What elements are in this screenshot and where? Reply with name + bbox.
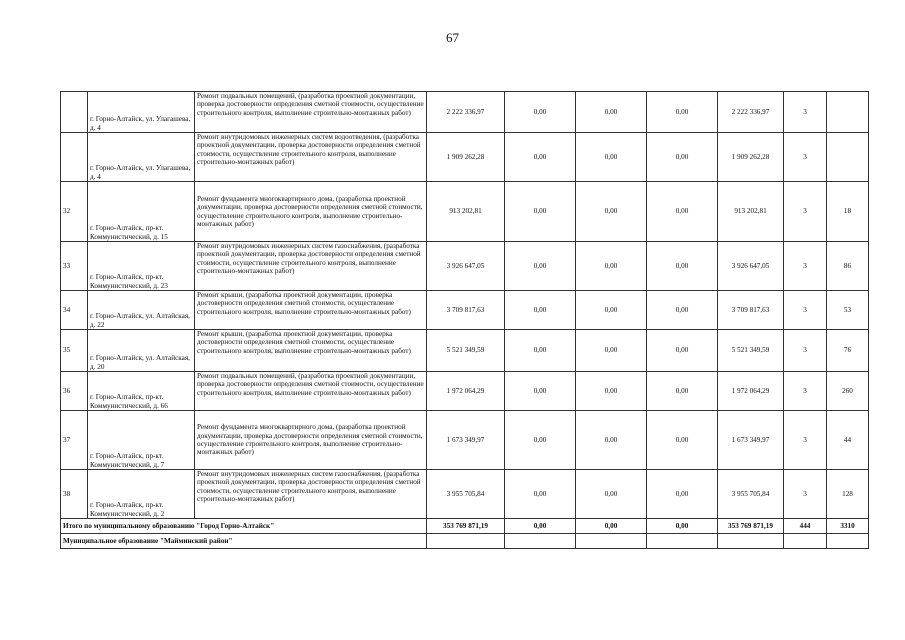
funding-cell: 0,00 — [576, 133, 647, 182]
owner-funds-cell: 3 709 817,63 — [718, 291, 784, 330]
row-number — [61, 92, 88, 133]
funding-cell: 0,00 — [576, 372, 647, 411]
residents-cell — [827, 133, 869, 182]
row-number — [61, 133, 88, 182]
owner-funds-cell: 913 202,81 — [718, 182, 784, 242]
funding-cell: 0,00 — [505, 242, 576, 291]
funding-cell: 0,00 — [576, 291, 647, 330]
funding-cell: 0,00 — [576, 182, 647, 242]
table-row — [61, 242, 869, 291]
table-row — [61, 291, 869, 330]
table-row — [61, 411, 869, 470]
address-cell: г. Горно-Алтайск, пр-кт. Коммунистический, д. 15 — [88, 182, 195, 242]
count-cell: 3 — [784, 92, 827, 133]
funding-cell: 0,00 — [505, 133, 576, 182]
total-cost-cell: 3 709 817,63 — [427, 291, 505, 330]
count-cell: 444 — [784, 519, 827, 534]
residents-cell: 128 — [827, 470, 869, 519]
residents-cell: 86 — [827, 242, 869, 291]
address-cell: г. Горно-Алтайск, ул. Алтайская, д. 22 — [88, 291, 195, 330]
row-number: 38 — [61, 470, 88, 519]
residents-cell: 76 — [827, 330, 869, 372]
residents-cell — [827, 92, 869, 133]
funding-cell: 0,00 — [647, 133, 718, 182]
funding-cell: 0,00 — [505, 291, 576, 330]
owner-funds-cell: 1 972 064,29 — [718, 372, 784, 411]
residents-cell: 3310 — [827, 519, 869, 534]
table-row — [61, 133, 869, 182]
work-type-cell: Ремонт крыши, (разработка проектной документации, проверка достоверности определения сметной стоимости, осуществление строительного контроля, выполнение строительно-монтажных работ) — [195, 330, 427, 372]
total-cost-cell: 3 926 647,05 — [427, 242, 505, 291]
count-cell: 3 — [784, 291, 827, 330]
funding-cell: 0,00 — [647, 519, 718, 534]
funding-cell: 0,00 — [505, 470, 576, 519]
address-cell: г. Горно-Алтайск, ул. Улагашева, д. 4 — [88, 92, 195, 133]
funding-cell: 0,00 — [576, 470, 647, 519]
owner-funds-cell: 2 222 336,97 — [718, 92, 784, 133]
funding-cell: 0,00 — [505, 519, 576, 534]
work-type-cell: Ремонт внутридомовых инженерных систем газоснабжения, (разработка проектной документации, проверка достоверности определения сметной стоимости, осуществление строительного контроля, выполнение строительно-монтажных работ) — [195, 470, 427, 519]
total-cost-cell: 913 202,81 — [427, 182, 505, 242]
funding-cell: 0,00 — [505, 182, 576, 242]
total-cost-cell: 1 909 262,28 — [427, 133, 505, 182]
table-row — [61, 470, 869, 519]
count-cell: 3 — [784, 242, 827, 291]
total-label: Итого по муниципальному образованию "Город Горно-Алтайск" — [61, 519, 427, 534]
total-cost-cell: 353 769 871,19 — [427, 519, 505, 534]
address-cell: г. Горно-Алтайск, пр-кт. Коммунистический, д. 23 — [88, 242, 195, 291]
municipality-label: Муниципальное образование "Майминский район" — [61, 534, 427, 549]
work-type-cell: Ремонт крыши, (разработка проектной документации, проверка достоверности определения сметной стоимости, осуществление строительного контроля, выполнение строительно-монтажных работ) — [195, 291, 427, 330]
funding-cell: 0,00 — [647, 372, 718, 411]
funding-cell: 0,00 — [647, 182, 718, 242]
owner-funds-cell: 1 909 262,28 — [718, 133, 784, 182]
funding-cell: 0,00 — [576, 411, 647, 470]
residents-cell: 44 — [827, 411, 869, 470]
row-number: 32 — [61, 182, 88, 242]
owner-funds-cell: 3 926 647,05 — [718, 242, 784, 291]
residents-cell: 53 — [827, 291, 869, 330]
work-type-cell: Ремонт фундамента многоквартирного дома, (разработка проектной документации, проверка достоверности определения сметной стоимости, осуществление строительного контроля, выполнение строительно-монтажных работ) — [195, 411, 427, 470]
count-cell: 3 — [784, 133, 827, 182]
table-row — [61, 182, 869, 242]
table-row — [61, 92, 869, 133]
funding-cell: 0,00 — [576, 519, 647, 534]
work-type-cell: Ремонт фундамента многоквартирного дома, (разработка проектной документации, проверка достоверности определения сметной стоимости, осуществление строительного контроля, выполнение строительно-монтажных работ) — [195, 182, 427, 242]
total-cost-cell: 1 972 064,29 — [427, 372, 505, 411]
funding-cell: 0,00 — [647, 411, 718, 470]
count-cell: 3 — [784, 411, 827, 470]
capital-repair-table — [60, 91, 869, 549]
owner-funds-cell: 353 769 871,19 — [718, 519, 784, 534]
owner-funds-cell: 5 521 349,59 — [718, 330, 784, 372]
row-number: 36 — [61, 372, 88, 411]
address-cell: г. Горно-Алтайск, пр-кт. Коммунистический, д. 2 — [88, 470, 195, 519]
count-cell: 3 — [784, 330, 827, 372]
row-number: 37 — [61, 411, 88, 470]
work-type-cell: Ремонт подвальных помещений, (разработка проектной документации, проверка достоверности определения сметной стоимости, осуществление строительного контроля, выполнение строительно-монтажных работ) — [195, 92, 427, 133]
residents-cell: 260 — [827, 372, 869, 411]
residents-cell: 18 — [827, 182, 869, 242]
total-row — [61, 519, 869, 534]
funding-cell: 0,00 — [647, 330, 718, 372]
work-type-cell: Ремонт внутридомовых инженерных систем водоотведения, (разработка проектной документации, проверка достоверности определения сметной стоимости, осуществление строительного контроля, выполнение строительно-монтажных работ) — [195, 133, 427, 182]
total-cost-cell: 1 673 349,97 — [427, 411, 505, 470]
table-row — [61, 372, 869, 411]
total-cost-cell: 3 955 705,84 — [427, 470, 505, 519]
address-cell: г. Горно-Алтайск, ул. Алтайская, д. 20 — [88, 330, 195, 372]
row-number: 33 — [61, 242, 88, 291]
funding-cell: 0,00 — [505, 92, 576, 133]
total-cost-cell: 2 222 336,97 — [427, 92, 505, 133]
funding-cell: 0,00 — [576, 330, 647, 372]
funding-cell: 0,00 — [647, 242, 718, 291]
total-cost-cell: 5 521 349,59 — [427, 330, 505, 372]
row-number: 34 — [61, 291, 88, 330]
funding-cell: 0,00 — [505, 411, 576, 470]
funding-cell: 0,00 — [647, 470, 718, 519]
work-type-cell: Ремонт внутридомовых инженерных систем газоснабжения, (разработка проектной документации, проверка достоверности определения сметной стоимости, осуществление строительного контроля, выполнение строительно-монтажных работ) — [195, 242, 427, 291]
count-cell: 3 — [784, 372, 827, 411]
funding-cell: 0,00 — [647, 92, 718, 133]
address-cell: г. Горно-Алтайск, пр-кт. Коммунистический, д. 66 — [88, 372, 195, 411]
funding-cell: 0,00 — [576, 92, 647, 133]
owner-funds-cell: 3 955 705,84 — [718, 470, 784, 519]
row-number: 35 — [61, 330, 88, 372]
owner-funds-cell: 1 673 349,97 — [718, 411, 784, 470]
funding-cell: 0,00 — [647, 291, 718, 330]
funding-cell: 0,00 — [505, 330, 576, 372]
address-cell: г. Горно-Алтайск, ул. Улагашева, д. 4 — [88, 133, 195, 182]
work-type-cell: Ремонт подвальных помещений, (разработка проектной документации, проверка достоверности определения сметной стоимости, осуществление строительного контроля, выполнение строительно-монтажных работ) — [195, 372, 427, 411]
table-row — [61, 330, 869, 372]
funding-cell: 0,00 — [505, 372, 576, 411]
address-cell: г. Горно-Алтайск, пр-кт. Коммунистический, д. 7 — [88, 411, 195, 470]
municipality-header-row — [61, 534, 869, 549]
funding-cell: 0,00 — [576, 242, 647, 291]
count-cell: 3 — [784, 182, 827, 242]
count-cell: 3 — [784, 470, 827, 519]
page-number: 67 — [446, 30, 459, 45]
